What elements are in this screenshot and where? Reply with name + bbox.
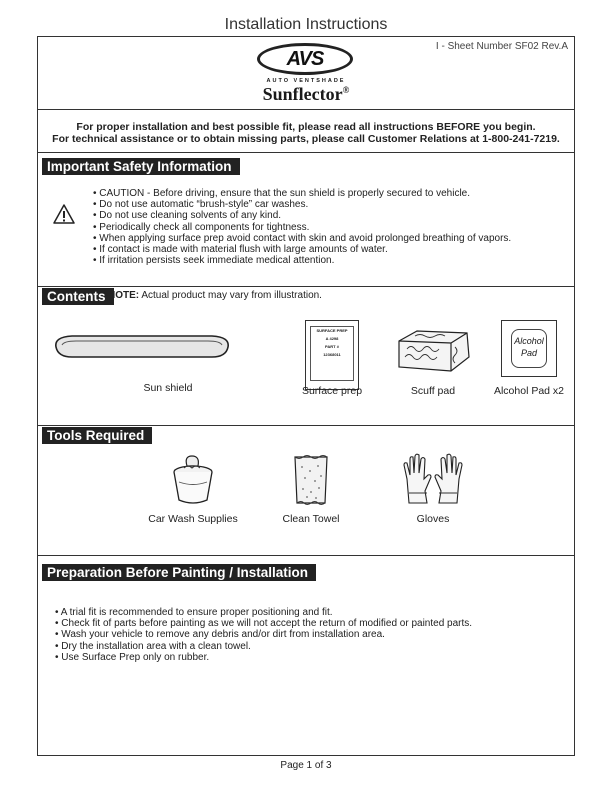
- contents-heading: Contents: [42, 288, 114, 305]
- item-label-sun-shield: Sun shield: [143, 382, 193, 394]
- notice-line-2: For technical assistance or to obtain missing parts, please call Customer Relations at 1-800-241-7219.: [52, 133, 560, 145]
- divider: [38, 286, 574, 287]
- divider: [38, 555, 574, 556]
- list-item: • Do not use cleaning solvents of any kind.: [93, 210, 511, 221]
- brand-logo: [38, 41, 574, 107]
- sun-shield-icon: [52, 333, 232, 361]
- prep-heading: Preparation Before Painting / Installation: [42, 564, 316, 581]
- sheet-number: I - Sheet Number SF02 Rev.A: [435, 41, 568, 52]
- notice-line-1: For proper installation and best possible fit, please read all instructions BEFORE you begin.: [76, 121, 536, 133]
- scuff-pad-icon: [393, 327, 473, 375]
- list-item: • If contact is made with material flush with large amounts of water.: [93, 244, 511, 255]
- avs-logo-mark: AVS: [286, 48, 324, 70]
- divider: [38, 425, 574, 426]
- tool-label-car-wash: Car Wash Supplies: [148, 513, 238, 525]
- list-item: • If irritation persists seek immediate medical attention.: [93, 255, 511, 266]
- gloves-icon: [401, 453, 465, 505]
- list-item: • Wash your vehicle to remove any debris and/or dirt from installation area.: [55, 629, 472, 640]
- divider: [38, 109, 574, 110]
- prep-list: [55, 607, 472, 663]
- document-title: Installation Instructions: [224, 16, 388, 33]
- list-item: • Do not use automatic “brush-style” car washes.: [93, 199, 511, 210]
- item-label-alcohol-pad: Alcohol Pad x2: [493, 385, 565, 397]
- list-item: • When applying surface prep avoid contact with skin and avoid prolonged breathing of vapors.: [93, 233, 511, 244]
- alcohol-pad-icon: Alcohol Pad: [501, 320, 557, 377]
- list-item: • Periodically check all components for tightness.: [93, 222, 511, 233]
- warning-triangle-icon: [53, 204, 75, 224]
- list-item: • Check fit of parts before painting as we will not accept the return of modified or painted parts.: [55, 618, 472, 629]
- towel-icon: [291, 455, 331, 505]
- logo-brand-name: Sunflector®: [262, 84, 350, 104]
- tools-heading: Tools Required: [42, 427, 152, 444]
- list-item: • Use Surface Prep only on rubber.: [55, 652, 472, 663]
- item-label-surface-prep: Surface prep: [301, 385, 363, 397]
- safety-heading: Important Safety Information: [42, 158, 240, 175]
- list-item: • Dry the installation area with a clean towel.: [55, 641, 472, 652]
- instruction-sheet: [37, 36, 575, 756]
- item-label-scuff-pad: Scuff pad: [410, 385, 456, 397]
- contents-note: NOTE: Actual product may vary from illustration.: [108, 290, 322, 301]
- divider: [38, 152, 574, 153]
- logo-tagline: AUTO VENTSHADE: [266, 78, 346, 84]
- tool-label-clean-towel: Clean Towel: [282, 513, 340, 525]
- bucket-sponge-icon: [170, 454, 216, 506]
- safety-list: [93, 188, 511, 266]
- page-number: Page 1 of 3: [280, 760, 332, 771]
- tool-label-gloves: Gloves: [416, 513, 450, 525]
- surface-prep-packet-icon: SURFACE PREP A 4298 PART # 12368011: [305, 320, 359, 390]
- list-item: • A trial fit is recommended to ensure proper positioning and fit.: [55, 607, 472, 618]
- list-item: • CAUTION - Before driving, ensure that the sun shield is properly secured to vehicle.: [93, 188, 511, 199]
- read-first-notice: [38, 121, 574, 145]
